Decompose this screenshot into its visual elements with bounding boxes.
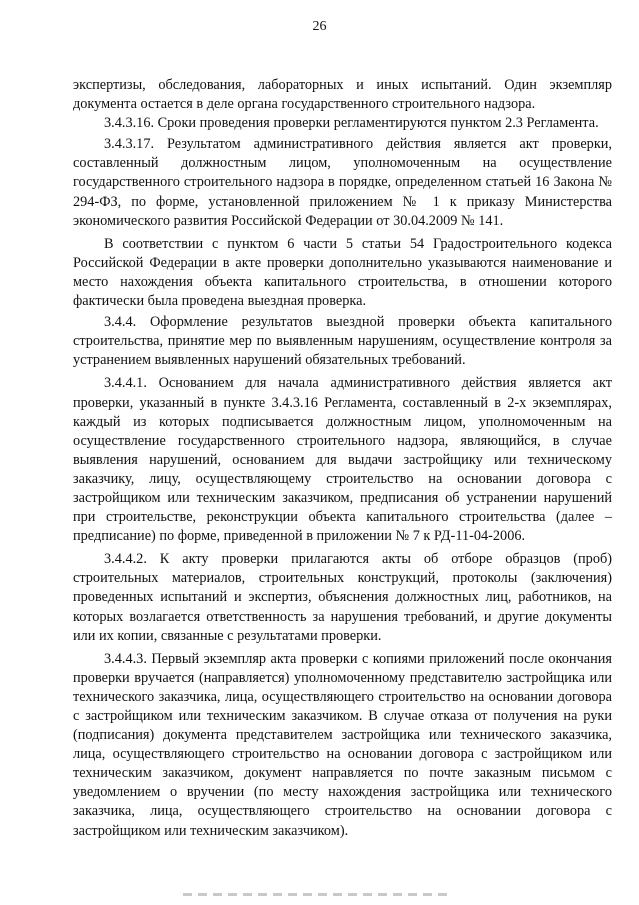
paragraph-3-4-4-2: 3.4.4.2. К акту проверки прилагаются акты об отборе образцов (проб) строительных материалов, строительных конструкций, протоколы (заключения) проведенных испытаний и экспертиз, объяснения должностных лиц, работников, на которых возлагается ответственность за нарушения требований, и другие документы или их копии, связанные с результатами проверки. — [73, 551, 612, 644]
page-number: 26 — [312, 19, 327, 34]
paragraph-3-4-3-17: 3.4.3.17. Результатом административного действия является акт проверки, составленный должностным лицом, уполномоченным на осуществление государственного строительного надзора в порядке, определенном статьей 16 Закона № 294-ФЗ, по форме, установленной приложением № 1 к приказу Министерства экономического развития Российской Федерации от 30.04.2009 № 141. — [73, 136, 612, 229]
paragraph-gradcode-reference: В соответствии с пунктом 6 части 5 статьи 54 Градостроительного кодекса Российской Федерации в акте проверки дополнительно указываются наименование и место нахождения объекта капитального строительства, в отношении которого фактически была проведена выездная проверка. — [73, 235, 612, 310]
paragraph-3-4-4-1: 3.4.4.1. Основанием для начала административного действия является акт проверки, указанный в пункте 3.4.3.16 Регламента, составленный в 2-х экземплярах, каждый из которых подписывается должностным лицом, уполномоченным на осуществление государственного строительного надзора, являющийся, в случае выявления нарушений, основанием для выдачи застройщику или техническому заказчику, лицу, осуществляющему строительство на основании договора с застройщиком или техническим заказчиком, предписания об устранении нарушений при строительстве, реконструкции объекта капитального строительства (далее – предписание) по форме, приведенной в приложении № 7 к РД-11-04-2006. — [73, 375, 612, 545]
document-body — [73, 76, 612, 841]
paragraph-3-4-4: 3.4.4. Оформление результатов выездной проверки объекта капитального строительства, принятие мер по выявленным нарушениям, осуществление контроля за устранением выявленных нарушений обязательных требований. — [73, 314, 612, 369]
scan-artifact — [183, 893, 448, 896]
paragraph-continuation: экспертизы, обследования, лабораторных и иных испытаний. Один экземпляр документа остается в деле органа государственного строительного надзора. — [73, 77, 612, 113]
paragraph-3-4-3-16: 3.4.3.16. Сроки проведения проверки регламентируются пунктом 2.3 Регламента. — [104, 115, 599, 132]
paragraph-3-4-4-3: 3.4.4.3. Первый экземпляр акта проверки с копиями приложений после окончания проверки вручается (направляется) уполномоченному представителю застройщика или технического заказчика, лица, осуществляющего строительство на основании договора с застройщиком или техническим заказчиком. В случае отказа от получения на руки (подписания) документа представителем застройщика или технического заказчика, лица, осуществляющего строительство на основании договора с застройщиком или техническим заказчиком, документ направляется по почте заказным письмом с уведомлением о вручении (по месту нахождения застройщика или технического заказчика, лица, осуществляющего строительство на основании договора с застройщиком или техническим заказчиком). — [73, 650, 612, 839]
